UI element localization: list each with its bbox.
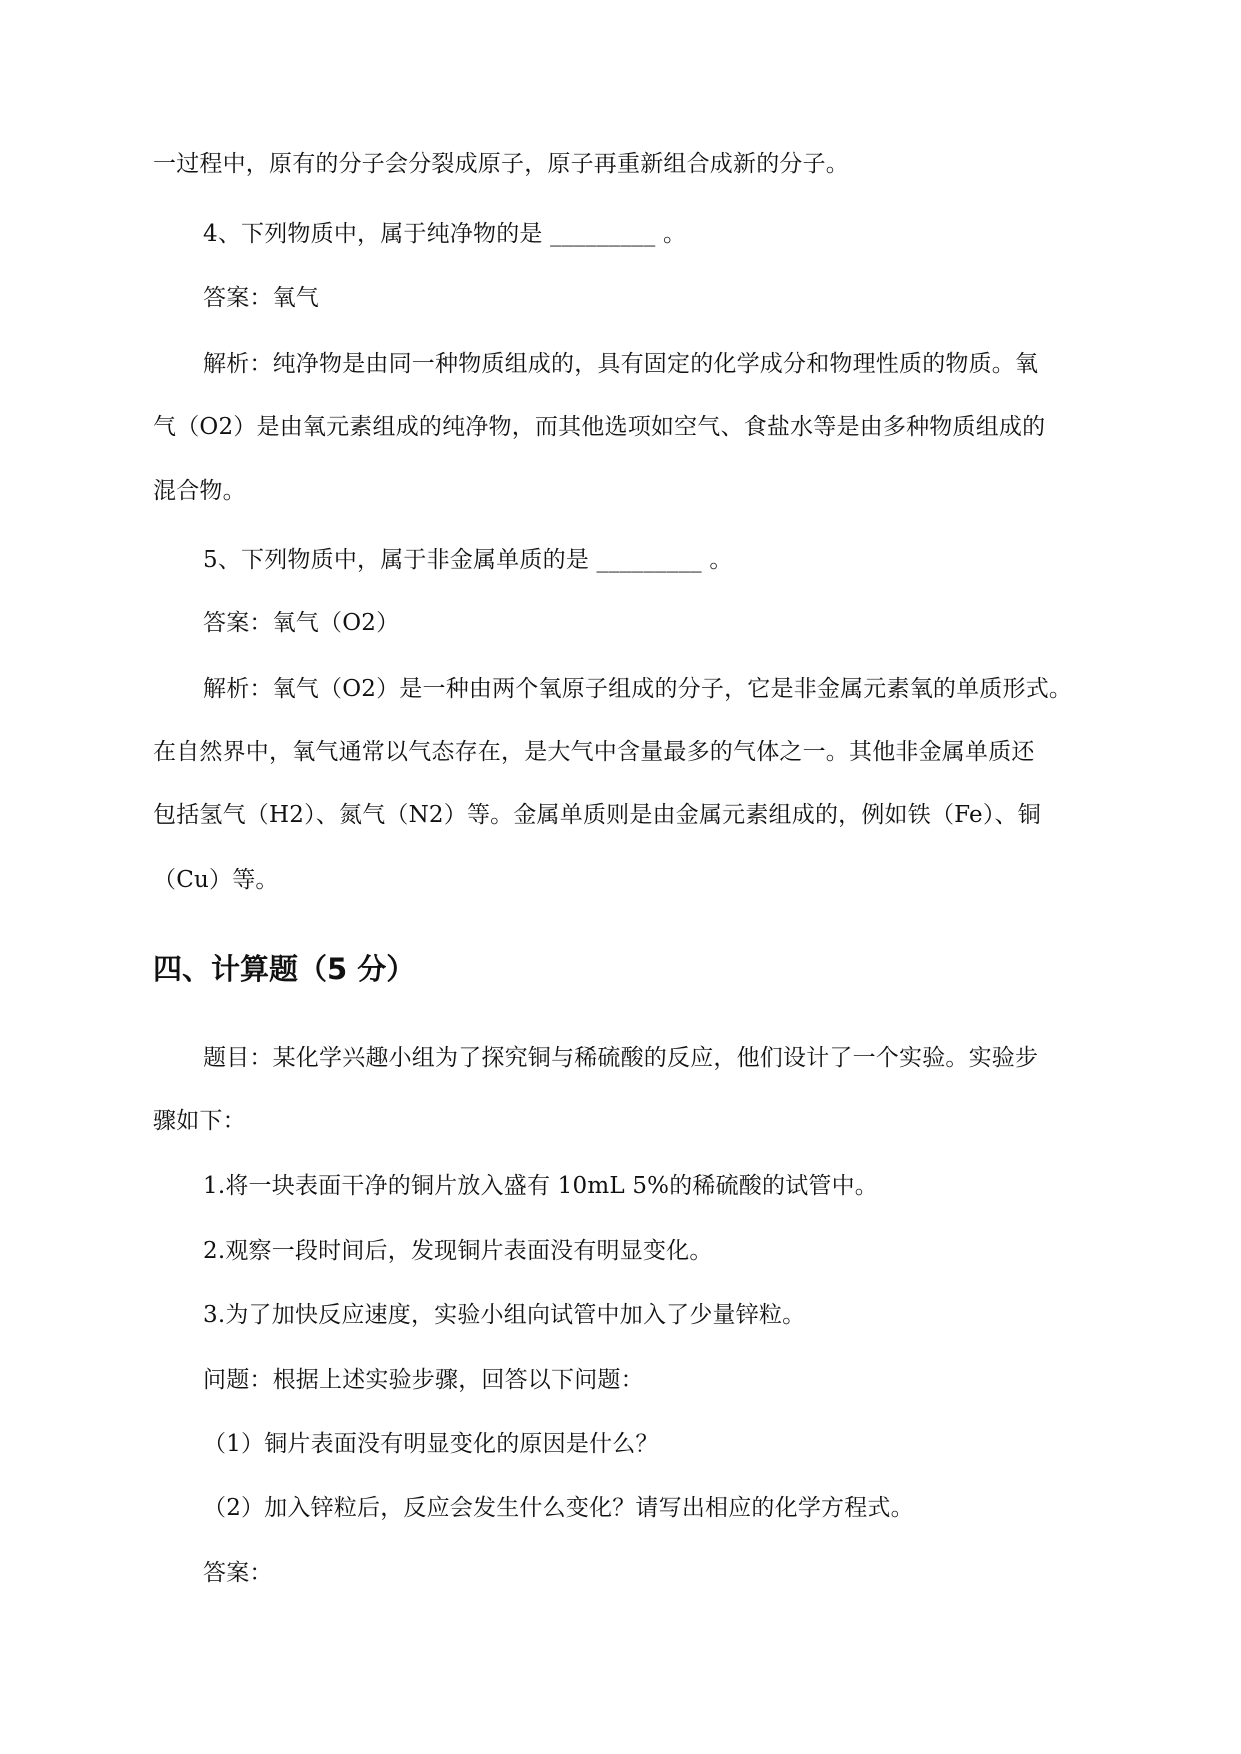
answer-label: 答案： xyxy=(203,1560,273,1586)
analysis-4-line: 混合物。 xyxy=(153,478,246,504)
analysis-5-line: 在自然界中，氧气通常以气态存在，是大气中含量最多的气体之一。其他非金属单质还 xyxy=(153,739,1035,765)
answer-5: 答案：氧气（O2） xyxy=(203,610,400,636)
sub-question-2: （2）加入锌粒后，反应会发生什么变化？请写出相应的化学方程式。 xyxy=(203,1495,914,1521)
section-heading: 四、计算题（5 分） xyxy=(153,952,416,986)
paragraph-line: 一过程中，原有的分子会分裂成原子，原子再重新组合成新的分子。 xyxy=(153,151,849,177)
step-3: 3.为了加快反应速度，实验小组向试管中加入了少量锌粒。 xyxy=(203,1302,806,1328)
analysis-4-line: 气（O2）是由氧元素组成的纯净物，而其他选项如空气、食盐水等是由多种物质组成的 xyxy=(153,414,1046,440)
analysis-5-line: 包括氢气（H2）、氮气（N2）等。金属单质则是由金属元素组成的，例如铁（Fe）、铜 xyxy=(153,802,1041,828)
analysis-5-line: 解析：氧气（O2）是一种由两个氧原子组成的分子，它是非金属元素氧的单质形式。 xyxy=(203,676,1073,702)
step-2: 2.观察一段时间后，发现铜片表面没有明显变化。 xyxy=(203,1238,713,1264)
problem-statement-line: 题目：某化学兴趣小组为了探究铜与稀硫酸的反应，他们设计了一个实验。实验步 xyxy=(203,1045,1039,1071)
analysis-4-line: 解析：纯净物是由同一种物质组成的，具有固定的化学成分和物理性质的物质。氧 xyxy=(203,351,1039,377)
step-1: 1.将一块表面干净的铜片放入盛有 10mL 5%的稀硫酸的试管中。 xyxy=(203,1173,879,1199)
answer-4: 答案：氧气 xyxy=(203,285,319,311)
question-intro: 问题：根据上述实验步骤，回答以下问题： xyxy=(203,1367,644,1393)
question-4: 4、下列物质中，属于纯净物的是 _________ 。 xyxy=(203,221,687,247)
problem-statement-line: 骤如下： xyxy=(153,1108,246,1134)
sub-question-1: （1）铜片表面没有明显变化的原因是什么？ xyxy=(203,1431,659,1457)
question-5: 5、下列物质中，属于非金属单质的是 _________ 。 xyxy=(203,547,733,573)
analysis-5-line: （Cu）等。 xyxy=(153,867,279,893)
